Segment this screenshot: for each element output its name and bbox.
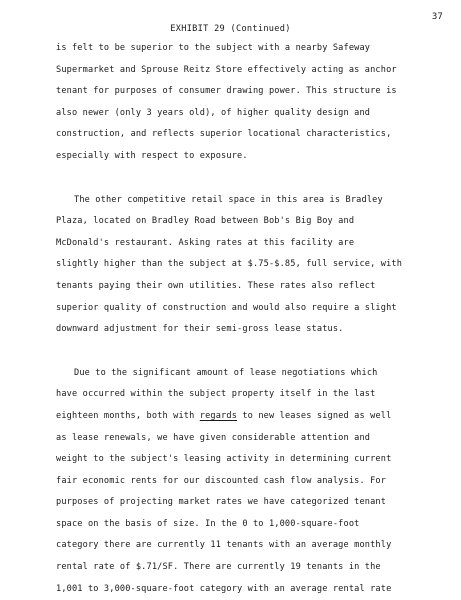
document-body [56, 38, 416, 600]
paragraph-line: rental rate of $.71/SF. There are currently 19 tenants in the [56, 562, 381, 573]
line-segment: eighteen months, both with [56, 410, 195, 421]
paragraph-line: space on the basis of size. In the 0 to 1,000-square-foot [56, 518, 360, 529]
page-number: 37 [431, 12, 443, 22]
paragraph-line: The other competitive retail space in this area is Bradley [74, 194, 383, 205]
paragraph-line: fair economic rents for our discounted cash flow analysis. For [56, 475, 387, 486]
paragraph-1 [56, 38, 416, 168]
paragraph-line: also newer (only 3 years old), of higher quality design and [56, 107, 371, 118]
paragraph-line: category there are currently 11 tenants with an average monthly [56, 540, 392, 551]
paragraph-line: tenant for purposes of consumer drawing power. This structure is [56, 86, 397, 97]
paragraph-line: as lease renewals, we have given considerable attention and [56, 432, 371, 443]
paragraph-3 [56, 363, 416, 600]
paragraph-line: 1,001 to 3,000-square-foot category with an average rental rate [56, 583, 392, 594]
paragraph-line: have occurred within the subject property itself in the last [56, 389, 376, 400]
paragraph-gap [56, 168, 416, 190]
paragraph-line [56, 406, 416, 428]
paragraph-line: Due to the significant amount of lease negotiations which [74, 367, 378, 378]
paragraph-line: Supermarket and Sprouse Reitz Store effectively acting as anchor [56, 64, 397, 75]
paragraph-line: construction, and reflects superior locational characteristics, [56, 129, 392, 140]
paragraph-line: is felt to be superior to the subject with a nearby Safeway [56, 43, 371, 53]
exhibit-header: EXHIBIT 29 (Continued) [170, 24, 291, 34]
paragraph-line: purposes of projecting market rates we have categorized tenant [56, 497, 387, 508]
paragraph-gap [56, 341, 416, 363]
paragraph-line: downward adjustment for their semi-gross lease status. [56, 324, 344, 335]
paragraph-line: weight to the subject's leasing activity in determining current [56, 454, 392, 465]
paragraph-line: McDonald's restaurant. Asking rates at this facility are [56, 237, 355, 248]
paragraph-2 [56, 190, 416, 341]
paragraph-line: superior quality of construction and would also require a slight [56, 302, 397, 313]
underlined-word: regards [199, 410, 238, 421]
paragraph-line: Plaza, located on Bradley Road between Bob's Big Boy and [56, 216, 355, 227]
paragraph-line: slightly higher than the subject at $.75-$.85, full service, with [56, 259, 403, 270]
paragraph-line: especially with respect to exposure. [56, 150, 248, 161]
line-segment: to new leases signed as well [242, 410, 392, 421]
paragraph-line: tenants paying their own utilities. These rates also reflect [56, 280, 376, 291]
